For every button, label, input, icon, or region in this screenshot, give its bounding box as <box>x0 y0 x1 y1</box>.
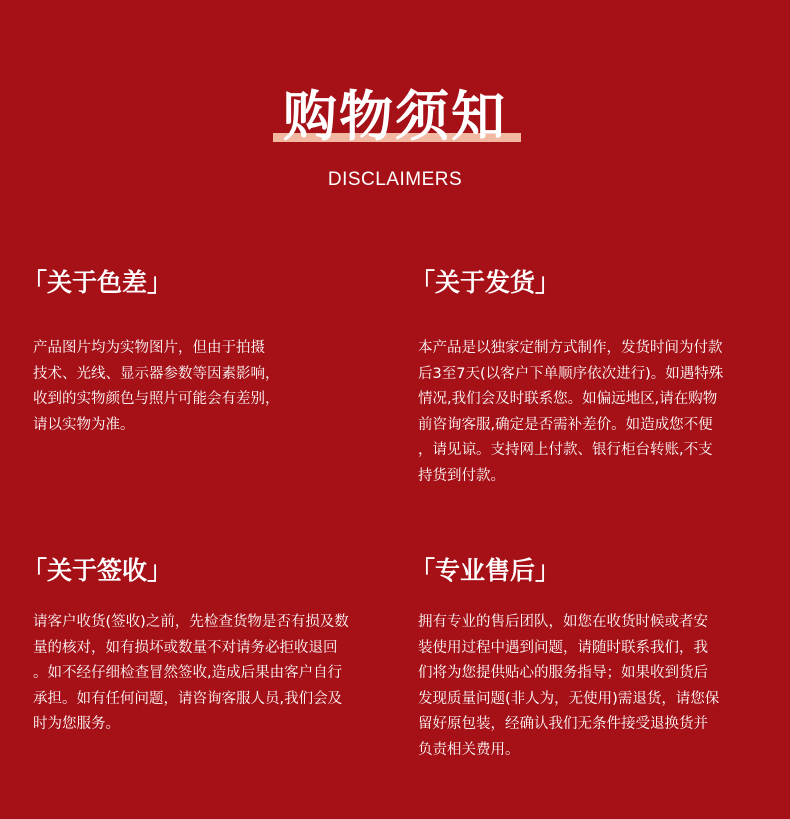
body-line: 留好原包装，经确认我们无条件接受退换货并 <box>418 716 708 733</box>
section-body <box>33 336 318 438</box>
body-line: 收到的实物颜色与照片可能会有差别， <box>33 391 280 408</box>
body-line: 们将为您提供贴心的服务指导；如果收到货后 <box>418 665 708 682</box>
open-bracket: 「 <box>410 556 436 585</box>
section-after-sales <box>410 554 770 758</box>
body-line: ，请见谅。支持网上付款、银行柜台转账,不支 <box>418 442 713 459</box>
section-heading-text: 关于色差 <box>47 268 148 297</box>
close-bracket: 」 <box>147 556 173 585</box>
section-body <box>33 610 397 738</box>
open-bracket: 「 <box>22 556 48 585</box>
section-color-difference <box>22 266 312 433</box>
body-line: 量的核对，如有损坏或数量不对请务必拒收退回 <box>33 639 338 656</box>
section-body <box>418 336 770 490</box>
body-line: 产品图片均为实物图片，但由于拍摄 <box>33 340 265 356</box>
close-bracket: 」 <box>535 556 561 585</box>
body-line: 时为您服务。 <box>33 716 120 733</box>
open-bracket: 「 <box>410 268 436 297</box>
page-header <box>0 0 790 200</box>
body-line: 发现质量问题(非人为，无使用)需退货，请您保 <box>418 690 720 707</box>
section-heading <box>22 266 312 300</box>
body-line: 请客户收货(签收)之前，先检查货物是否有损及数 <box>33 614 349 630</box>
body-line: 前咨询客服,确定是否需补差价。如造成您不便 <box>418 416 713 433</box>
section-heading <box>410 554 770 588</box>
section-heading-text: 专业售后 <box>435 556 536 585</box>
section-body <box>418 610 770 764</box>
open-bracket: 「 <box>22 268 48 297</box>
close-bracket: 」 <box>535 268 561 297</box>
body-line: 本产品是以独家定制方式制作，发货时间为付款 <box>418 340 723 356</box>
body-line: 情况,我们会及时联系您。如偏远地区,请在购物 <box>418 391 718 408</box>
section-heading <box>410 266 770 300</box>
body-line: 持货到付款。 <box>418 467 505 484</box>
body-line: 技术、光线、显示器参数等因素影响， <box>33 365 280 382</box>
body-line: 后3至7天(以客户下单顺序依次进行)。如遇特殊 <box>418 365 724 382</box>
section-heading-text: 关于签收 <box>47 556 148 585</box>
body-line: 装使用过程中遇到问题，请随时联系我们，我 <box>418 639 708 656</box>
page-subtitle: DISCLAIMERS <box>327 169 463 190</box>
close-bracket: 」 <box>147 268 173 297</box>
body-line: 拥有专业的售后团队，如您在收货时候或者安 <box>418 614 708 630</box>
section-heading <box>22 554 397 588</box>
body-line: 负责相关费用。 <box>418 741 520 758</box>
page-title: 购物须知 <box>283 85 507 148</box>
body-line: 请以实物为准。 <box>33 416 135 433</box>
body-line: 承担。如有任何问题，请咨询客服人员,我们会及 <box>33 690 343 707</box>
body-line: 。如不经仔细检查冒然签收,造成后果由客户自行 <box>33 665 343 682</box>
section-heading-text: 关于发货 <box>435 268 536 297</box>
section-shipping <box>410 266 770 484</box>
section-sign-receipt <box>22 554 397 733</box>
